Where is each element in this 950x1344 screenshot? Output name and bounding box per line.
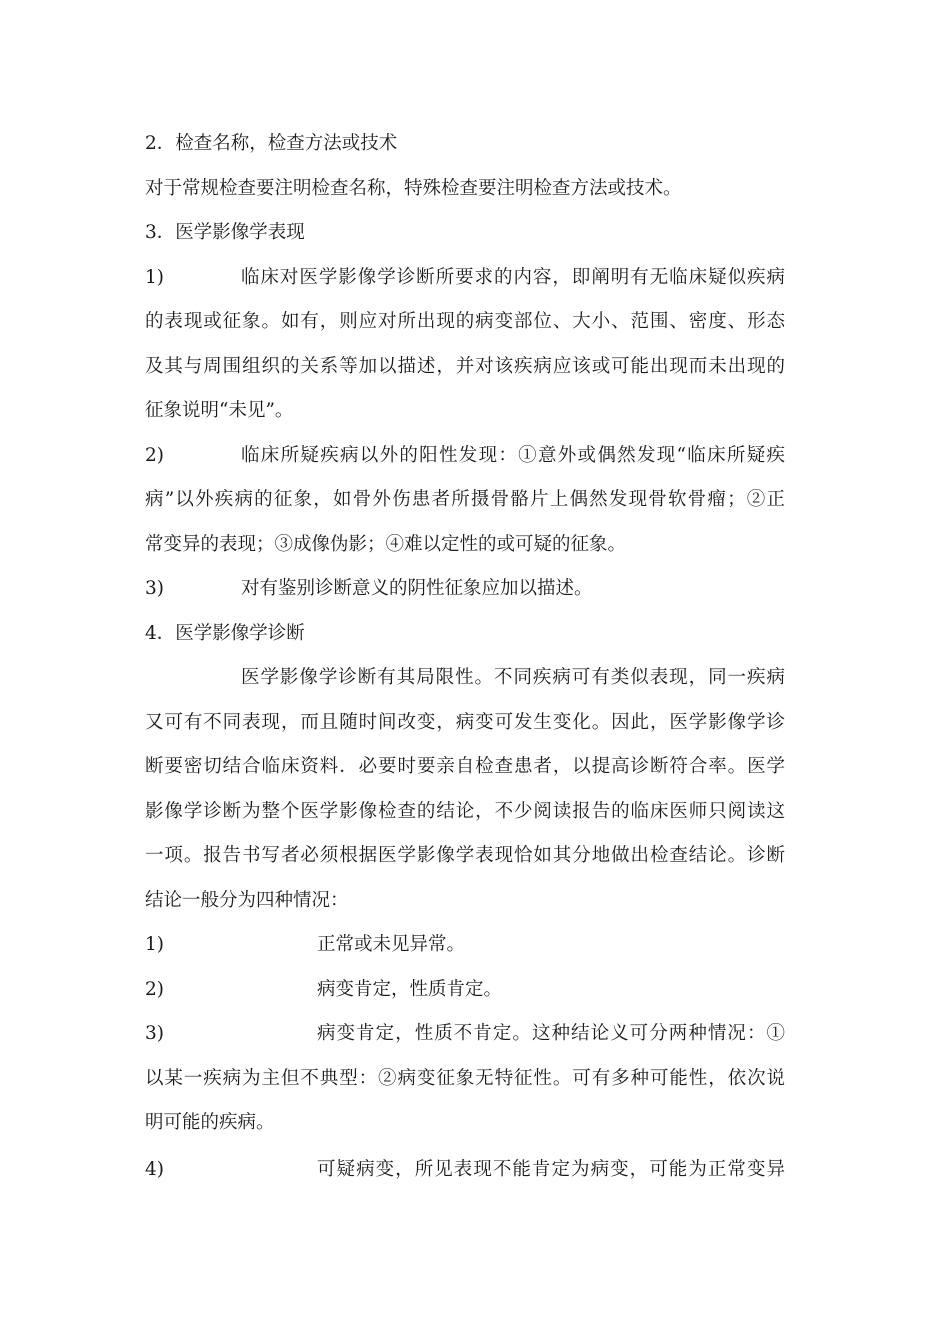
list-item <box>145 1152 785 1197</box>
list-text-continued: 常变异的表现；③成像伪影；④难以定性的或可疑的征象。 <box>145 533 627 555</box>
list-text: 对有鉴别诊断意义的阴性征象应加以描述。 <box>241 578 593 599</box>
list-number: 1) <box>145 266 164 288</box>
list-text: 病变肯定，性质肯定。 <box>317 978 503 1000</box>
section-4-heading: 4．医学影像学诊断 <box>145 622 305 644</box>
list-text-continued: 病”以外疾病的征象，如骨外伤患者所摄骨骼片上偶然发现骨软骨瘤；②正 <box>145 489 785 510</box>
list-text: 正常或未见异常。 <box>317 934 466 955</box>
paragraph-line: 断要密切结合临床资料．必要时要亲自检查患者，以提高诊断符合率。医学 <box>145 756 785 777</box>
list-text: 临床所疑疾病以外的阳性发现：①意外或偶然发现“临床所疑疾 <box>241 444 785 466</box>
paragraph-line: 结论一般分为四种情况： <box>145 889 349 911</box>
document-page <box>145 126 785 1197</box>
list-text-continued: 以某一疾病为主但不典型：②病变征象无特征性。可有多种可能性，依次说 <box>145 1067 785 1089</box>
paragraph-text: 医学影像学诊断有其局限性。不同疾病可有类似表现，同一疾病 <box>241 667 785 688</box>
list-text: 病变肯定，性质不肯定。这种结论义可分两种情况：① <box>317 1023 785 1044</box>
list-number: 2) <box>145 978 164 1000</box>
list-item <box>145 927 785 972</box>
list-item <box>145 438 785 483</box>
paragraph-line <box>145 660 785 705</box>
list-number: 4) <box>145 1159 164 1180</box>
paragraph-line: 一项。报告书写者必须根据医学影像学表现恰如其分地做出检查结论。诊断 <box>145 845 785 866</box>
list-text: 可疑病变，所见表现不能肯定为病变，可能为正常变异 <box>317 1159 785 1180</box>
paragraph-line: 又可有不同表现，而且随时间改变，病变可发生变化。因此，医学影像学诊 <box>145 711 785 733</box>
list-item <box>145 260 785 305</box>
list-text-continued: 及其与周围组织的关系等加以描述，并对该疾病应该或可能出现而未出现的 <box>145 355 785 377</box>
list-item <box>145 972 785 1017</box>
list-text-continued: 明可能的疾病。 <box>145 1112 275 1133</box>
list-item <box>145 1016 785 1061</box>
list-text: 临床对医学影像学诊断所要求的内容，即阐明有无临床疑似疾病 <box>241 266 785 288</box>
section-3-heading: 3．医学影像学表现 <box>145 222 305 243</box>
list-number: 2) <box>145 444 164 466</box>
section-2-body: 对于常规检查要注明检查名称，特殊检查要注明检查方法或技术。 <box>145 177 682 199</box>
list-item <box>145 571 785 616</box>
list-text-continued: 的表现或征象。如有，则应对所出现的病变部位、大小、范围、密度、形态 <box>145 311 785 332</box>
list-text-continued: 征象说明“未见”。 <box>145 400 294 421</box>
list-number: 3) <box>145 578 164 599</box>
list-number: 3) <box>145 1023 164 1044</box>
paragraph-line: 影像学诊断为整个医学影像检查的结论，不少阅读报告的临床医师只阅读这 <box>145 800 785 822</box>
list-number: 1) <box>145 934 164 955</box>
section-2-heading: 2．检查名称，检查方法或技术 <box>145 133 398 154</box>
